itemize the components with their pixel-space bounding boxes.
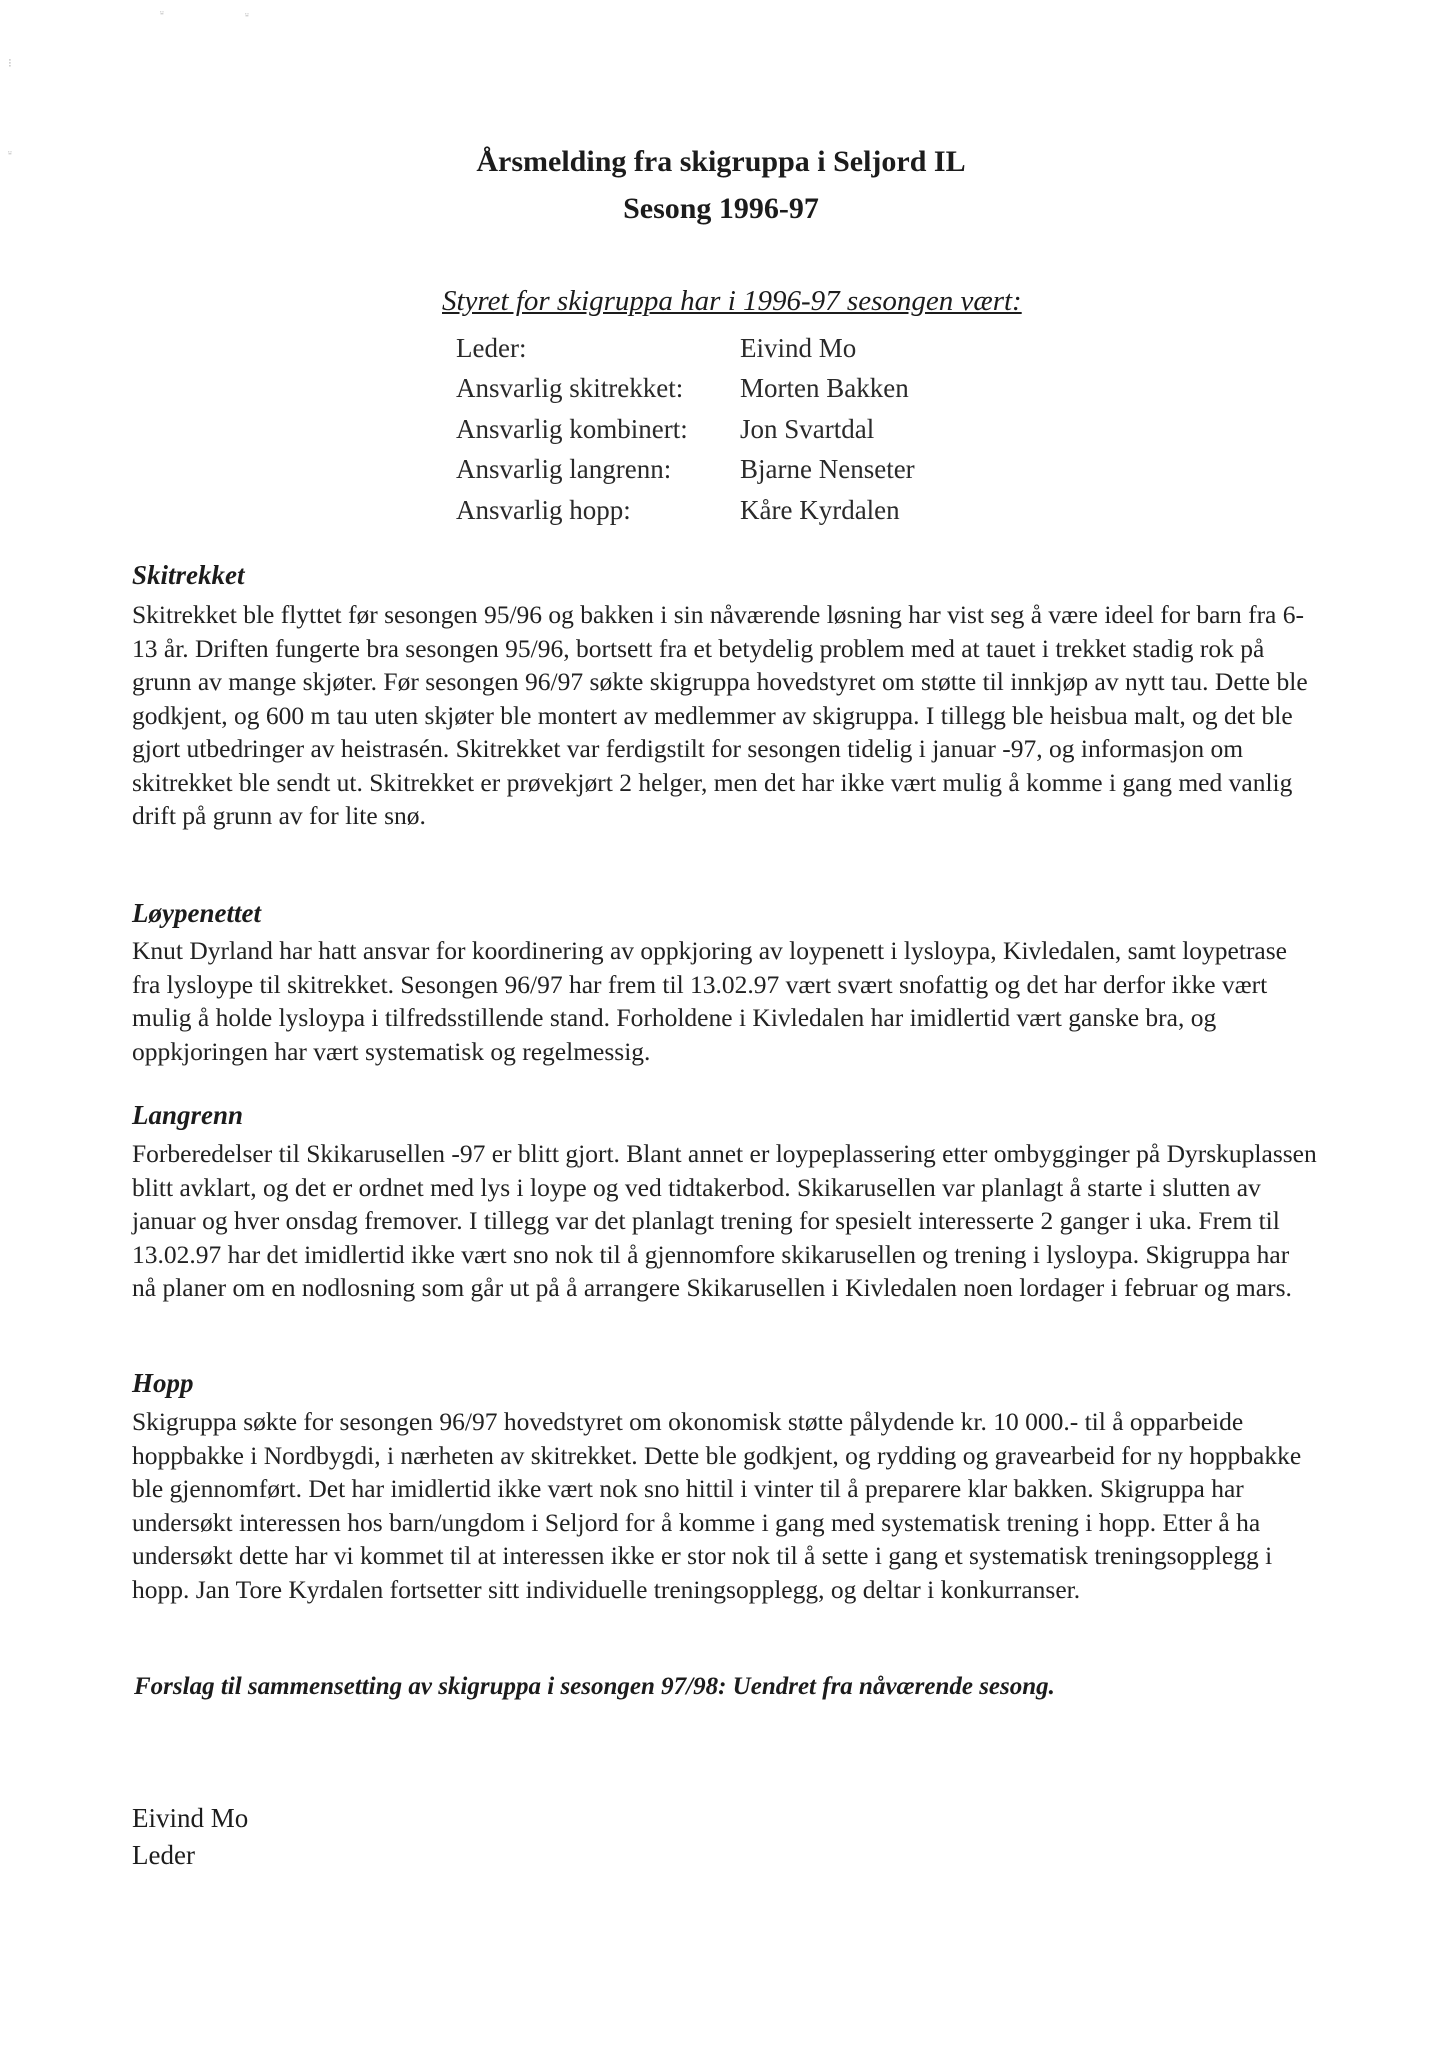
- board-member-name: Morten Bakken: [740, 373, 909, 404]
- board-row: [456, 450, 915, 491]
- board-member-name: Eivind Mo: [740, 332, 857, 363]
- signature-name: Eivind Mo: [132, 1803, 249, 1833]
- board-row: [456, 490, 915, 531]
- board-row: [456, 369, 915, 410]
- section-heading-langrenn: Langrenn: [132, 1100, 244, 1130]
- section-heading-hopp: Hopp: [132, 1368, 194, 1398]
- scan-speck: ⁝: [8, 56, 12, 70]
- board-member-name: Bjarne Nenseter: [740, 454, 915, 485]
- section-body-loypenettet: Knut Dyrland har hatt ansvar for koordinering av oppkjoring av loypenett i lysloypa, Kivledalen, samt loypetrase fra lysloype til skitrekket. Sesongen 96/97 har frem til 13.02.97 vært svært snofattig og det har derfor ikke vært mulig å holde lysloypa i tilfredsstillende stand. Forholdene i Kivledalen har imidlertid vært ganske bra, og oppkjoringen har vært systematisk og regelmessig.: [132, 936, 1287, 1066]
- board-table: [456, 328, 915, 531]
- document-title: Årsmelding fra skigruppa i Seljord IL: [476, 145, 966, 178]
- signature-title: Leder: [132, 1840, 195, 1870]
- scan-speck: ⸚: [8, 146, 12, 160]
- proposal-text: Forslag til sammensetting av skigruppa i sesongen 97/98: Uendret fra nåværende sesong.: [134, 1673, 1055, 1700]
- board-member-name: Jon Svartdal: [740, 413, 875, 444]
- scan-speck: ⸚: [160, 6, 164, 20]
- section-body-hopp: Skigruppa søkte for sesongen 96/97 hovedstyret om okonomisk støtte pålydende kr. 10 000.- til å opparbeide hoppbakke i Nordbygdi, i nærheten av skitrekket. Dette ble godkjent, og rydding og gravearbeid for ny hoppbakke ble gjennomført. Det har imidlertid ikke vært nok sno hittil i vinter til å preparere klar bakken. Skigruppa har undersøkt interessen hos barn/ungdom i Seljord for å komme i gang med systematisk trening i hopp. Etter å ha undersøkt dette har vi kommet til at interessen ikke er stor nok til å sette i gang et systematisk treningsopplegg i hopp. Jan Tore Kyrdalen fortsetter sitt individuelle treningsopplegg, og deltar i konkurranser.: [132, 1407, 1302, 1604]
- board-row: [456, 409, 915, 450]
- board-role: Ansvarlig langrenn:: [456, 454, 672, 485]
- section-body-skitrekket: Skitrekket ble flyttet før sesongen 95/96 og bakken i sin nåværende løsning har vist seg å være ideel for barn fra 6-13 år. Driften fungerte bra sesongen 95/96, bortsett fra et betydelig problem med at tauet i trekket stadig rok på grunn av mange skjøter. Før sesongen 96/97 søkte skigruppa hovedstyret om støtte til innkjøp av nytt tau. Dette ble godkjent, og 600 m tau uten skjøter ble montert av medlemmer av skigruppa. I tillegg ble heisbua malt, og det ble gjort utbedringer av heistrasén. Skitrekket var ferdigstilt for sesongen tidelig i januar -97, og informasjon om skitrekket ble sendt ut. Skitrekket er prøvekjørt 2 helger, men det har ikke vært mulig å komme i gang med vanlig drift på grunn av for lite snø.: [132, 600, 1308, 830]
- document-subtitle: Sesong 1996-97: [623, 192, 819, 225]
- scan-speck: ⸚: [245, 8, 249, 22]
- board-role: Ansvarlig kombinert:: [456, 413, 688, 444]
- signature-block: [132, 1800, 248, 1874]
- section-heading-loypenettet: Løypenettet: [132, 898, 261, 928]
- board-role: Ansvarlig skitrekket:: [456, 373, 684, 404]
- board-row: [456, 328, 915, 369]
- board-role: Leder:: [456, 332, 527, 363]
- board-member-name: Kåre Kyrdalen: [740, 494, 900, 525]
- board-role: Ansvarlig hopp:: [456, 494, 631, 525]
- board-heading: Styret for skigruppa har i 1996-97 sesongen vært:: [442, 285, 1022, 317]
- section-body-langrenn: Forberedelser til Skikarusellen -97 er blitt gjort. Blant annet er loypeplassering etter ombygginger på Dyrskuplassen blitt avklart, og det er ordnet med lys i loype og ved tidtakerbod. Skikarusellen var planlagt å starte i slutten av januar og hver onsdag fremover. I tillegg var det planlagt trening for spesielt interesserte 2 ganger i uka. Frem til 13.02.97 har det imidlertid ikke vært sno nok til å gjennomfore skikarusellen og trening i lysloypa. Skigruppa har nå planer om en nodlosning som går ut på å arrangere Skikarusellen i Kivledalen noen lordager i februar og mars.: [132, 1139, 1317, 1302]
- section-heading-skitrekket: Skitrekket: [132, 560, 245, 590]
